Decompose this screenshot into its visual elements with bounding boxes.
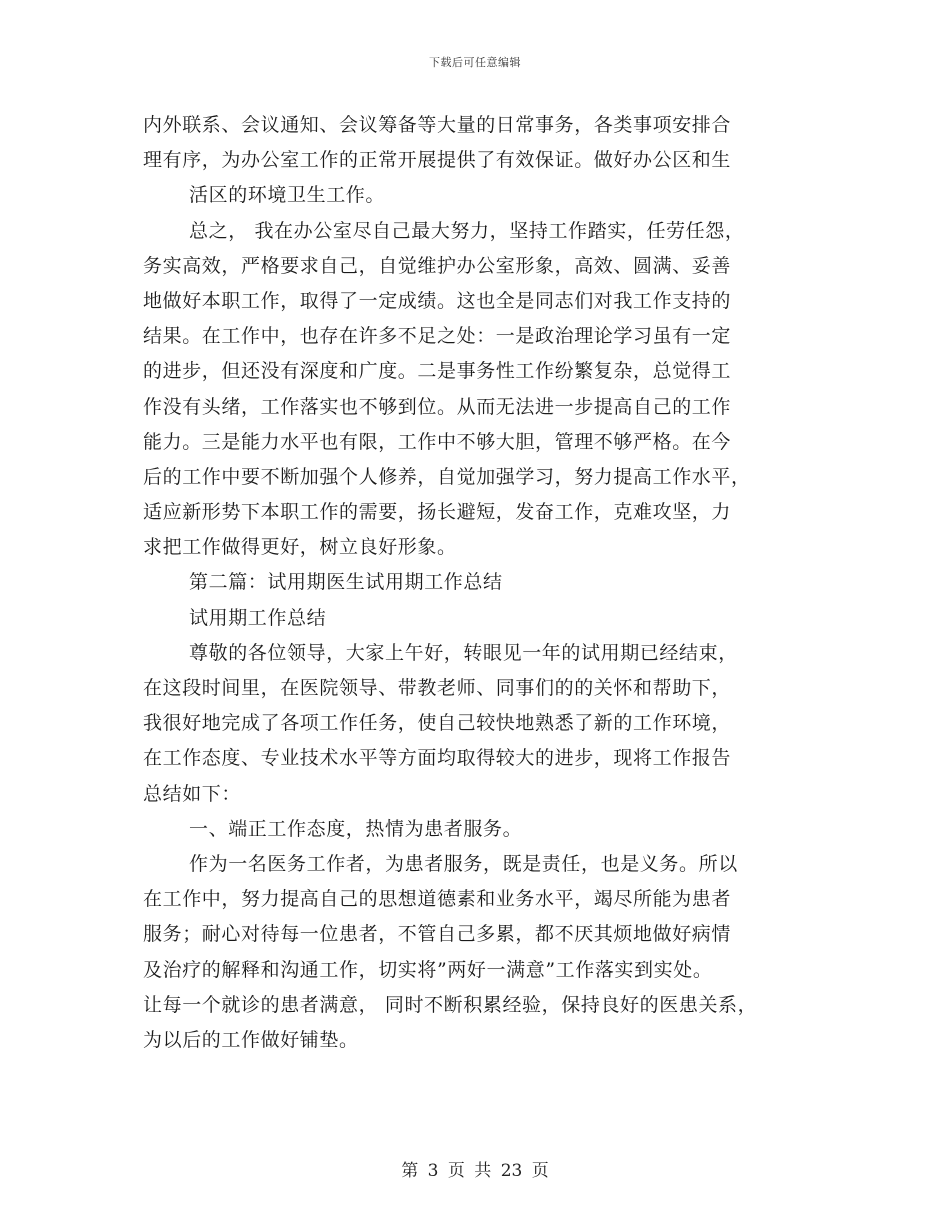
- text-line: 结果。在工作中，也存在许多不足之处：一是政治理论学习虽有一定: [143, 325, 732, 348]
- text-line: 在工作态度、专业技术水平等方面均取得较大的进步，现将工作报告: [143, 747, 732, 770]
- document-body: [143, 108, 808, 1058]
- text-line: 能力。三是能力水平也有限，工作中不够大胆，管理不够严格。在今: [143, 430, 732, 453]
- text-line: 让每一个就诊的患者满意， 同时不断积累经验，保持良好的医患关系，: [143, 993, 758, 1016]
- text-line: 第二篇：试用期医生试用期工作总结: [189, 571, 503, 594]
- text-line: 尊敬的各位领导，大家上午好，转眼见一年的试用期已经结束，: [189, 641, 738, 664]
- text-line: 作没有头绪，工作落实也不够到位。从而无法进一步提高自己的工作: [143, 395, 732, 418]
- text-line: 地做好本职工作，取得了一定成绩。这也全是同志们对我工作支持的: [143, 289, 732, 312]
- text-line: 适应新形势下本职工作的需要，扬长避短，发奋工作，克难攻坚，力: [143, 501, 732, 524]
- text-line: 及治疗的解释和沟通工作，切实将”两好一满意”工作落实到实处。: [143, 958, 713, 981]
- text-line: 作为一名医务工作者，为患者服务，既是责任，也是义务。所以: [189, 852, 738, 875]
- text-line: 在这段时间里，在医院领导、带教老师、同事们的的关怀和帮助下，: [143, 677, 732, 699]
- text-line: 我很好地完成了各项工作任务，使自己较快地熟悉了新的工作环境，: [143, 712, 732, 735]
- text-line: 内外联系、会议通知、会议筹备等大量的日常事务，各类事项安排合: [143, 114, 732, 136]
- text-line: 试用期工作总结: [189, 606, 327, 629]
- text-line: 总结如下：: [143, 782, 242, 805]
- text-line: 的进步，但还没有深度和广度。二是事务性工作纷繁复杂，总觉得工: [143, 360, 732, 383]
- text-line: 一、端正工作态度，热情为患者服务。: [189, 817, 523, 840]
- text-line: 后的工作中要不断加强个人修养，自觉加强学习，努力提高工作水平，: [143, 465, 751, 488]
- text-line: 在工作中，努力提高自己的思想道德素和业务水平，竭尽所能为患者: [143, 888, 732, 911]
- page-header-note: 下载后可任意编辑: [429, 56, 521, 69]
- text-line: 求把工作做得更好，树立良好形象。: [143, 536, 457, 559]
- text-line: 总之， 我在办公室尽自己最大努力，坚持工作踏实，任劳任怨，: [189, 219, 745, 242]
- text-line: 为以后的工作做好铺垫。: [143, 1028, 359, 1051]
- page-footer-number: 第 3 页 共 23 页: [401, 1161, 549, 1181]
- text-line: 活区的环境卫生工作。: [189, 184, 386, 207]
- text-line: 务实高效，严格要求自己，自觉维护办公室形象，高效、圆满、妥善: [143, 254, 732, 277]
- text-line: 服务；耐心对待每一位患者，不管自己多累，都不厌其烦地做好病情: [143, 923, 732, 946]
- text-line: 理有序，为办公室工作的正常开展提供了有效保证。做好办公区和生: [143, 149, 732, 172]
